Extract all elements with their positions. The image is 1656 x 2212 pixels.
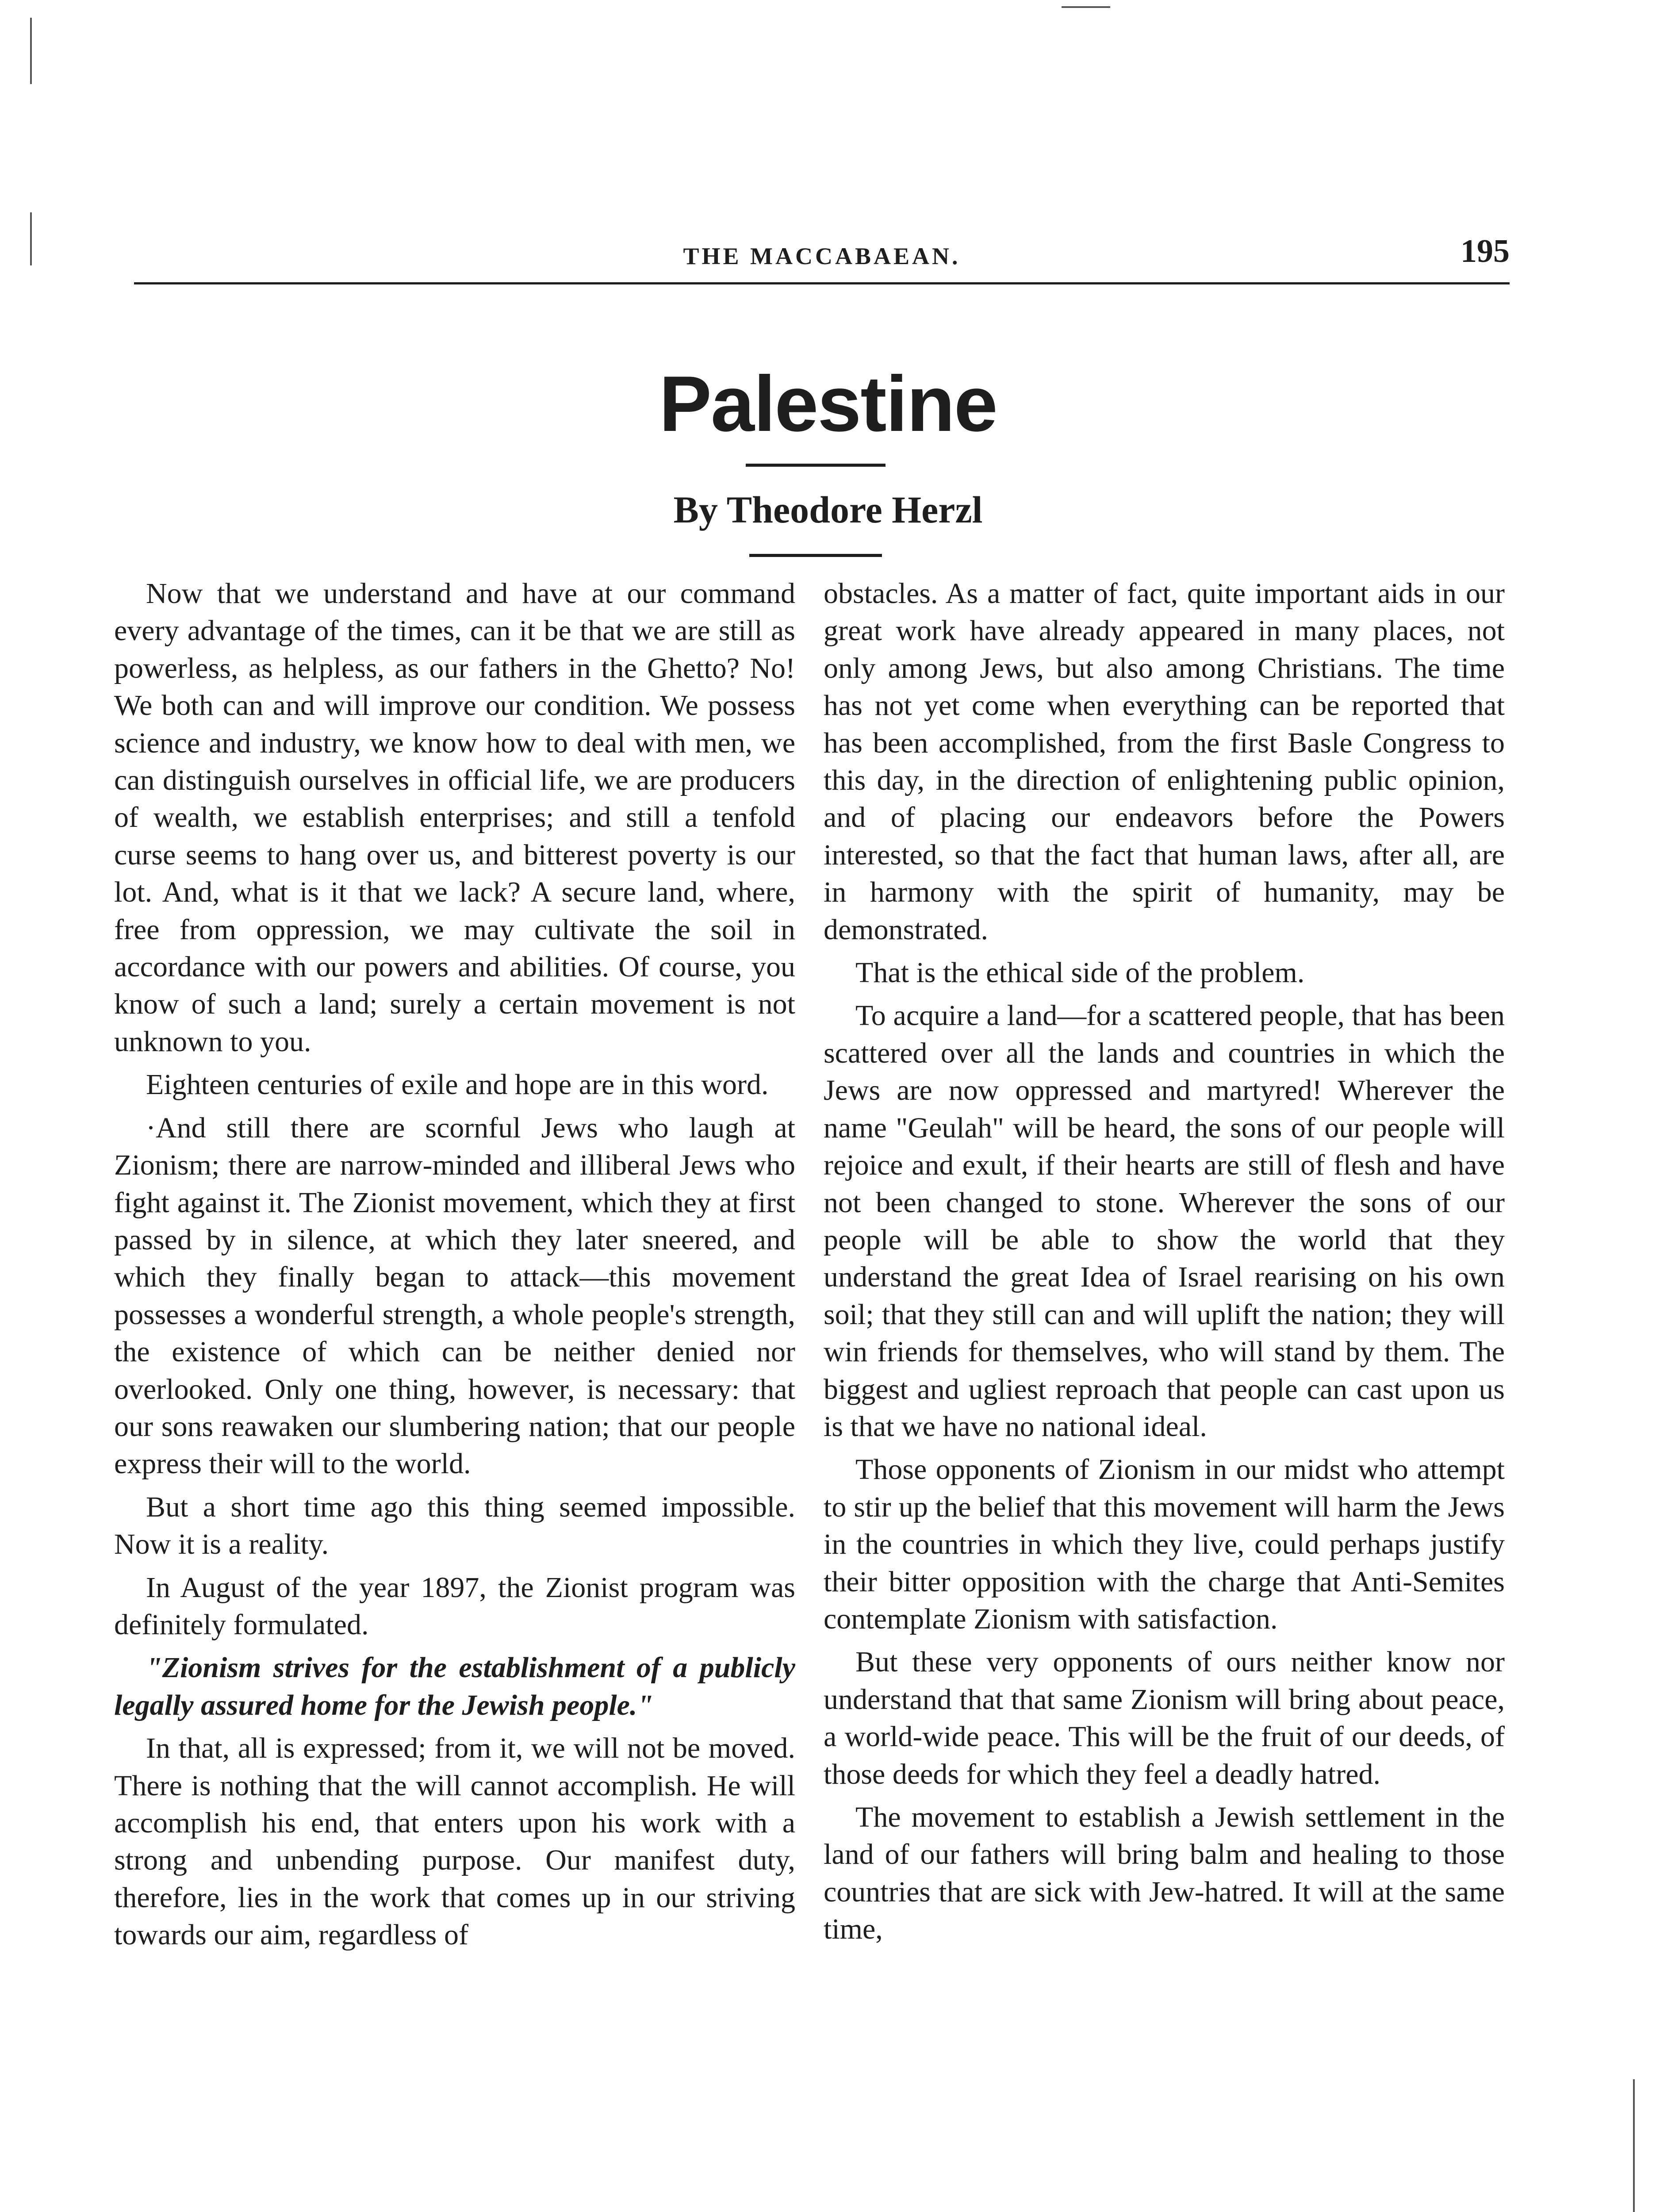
quoted-program: "Zionism strives for the establishment of a publicly legally assured home for the Jewish people." <box>114 1651 795 1721</box>
scan-edge-mark-left-lower <box>30 212 32 265</box>
header-rule <box>134 282 1510 284</box>
scan-edge-mark-top <box>1062 6 1110 8</box>
paragraph: In August of the year 1897, the Zionist program was definitely formulated. <box>114 1571 795 1641</box>
paragraph: Now that we understand and have at our command every advantage of the times, can it be that we are still as powerless, as helpless, as our fathers in the Ghetto? No! We both can and will improve our condition. We possess science and industry, we know how to deal with men, we can distinguish ourselves in official life, we are producers of wealth, we establish enterprises; and still a tenfold curse seems to hang over us, and bitterest poverty is our lot. And, what is it that we lack? A secure land, where, free from oppression, we may cultivate the soil in accordance with our powers and abilities. Of course, you know of such a land; surely a certain movement is not unknown to you. <box>114 577 795 1058</box>
paragraph: That is the ethical side of the problem. <box>855 956 1305 989</box>
paragraph: But these very opponents of ours neither know nor understand that that same Zionism will bring about peace, a world-wide peace. This will be the fruit of our deeds, of those deeds for which they feel a deadly hatred. <box>824 1646 1505 1790</box>
running-head-title: THE MACCABAEAN. <box>683 243 961 269</box>
paragraph: Eighteen centuries of exile and hope are in this word. <box>146 1068 769 1101</box>
paragraph-continued: obstacles. As a matter of fact, quite important aids in our great work have already appeared in many places, not only among Jews, but also among Christians. The time has not yet come when everything can be reported that has been accomplished, from the first Basle Congress to this day, in the direction of enlightening public opinion, and of placing our endeavors before the Powers interested, so that the fact that human laws, after all, are in harmony with the spirit of humanity, may be demonstrated. <box>824 577 1505 946</box>
right-column <box>824 575 1505 2212</box>
paragraph: ·And still there are scornful Jews who laugh at Zionism; there are narrow-minded and illiberal Jews who fight against it. The Zionist movement, which they at first passed by in silence, at which they later sneered, and which they finally began to attack—this movement possesses a wonderful strength, a whole people's strength, the existence of which can be neither denied nor overlooked. Only one thing, however, is necessary: that our sons reawaken our slumbering nation; that our people express their will to the world. <box>114 1111 795 1480</box>
paragraph: Those opponents of Zionism in our midst who attempt to stir up the belief that this movement will harm the Jews in the countries in which they live, could perhaps justify their bitter opposition with the charge that Anti-Semites contemplate Zionism with satisfaction. <box>824 1453 1505 1635</box>
scan-edge-mark-right <box>1633 2079 1635 2212</box>
running-header <box>134 233 1510 287</box>
article-title: Palestine <box>659 360 997 448</box>
title-rule <box>746 464 886 467</box>
scan-edge-mark-left <box>30 18 32 84</box>
paragraph: In that, all is expressed; from it, we will not be moved. There is nothing that the will cannot accomplish. He will accomplish his end, that enters upon his work with a strong and unbending purpose. Our manifest duty, therefore, lies in the work that comes up in our striving towards our aim, regardless of <box>114 1732 795 1951</box>
page-number: 195 <box>1460 233 1510 269</box>
paragraph: But a short time ago this thing seemed impossible. Now it is a reality. <box>114 1490 795 1561</box>
article-byline: By Theodore Herzl <box>673 488 983 531</box>
byline-rule <box>749 554 882 557</box>
left-column <box>114 575 795 2212</box>
paragraph: To acquire a land—for a scattered people, that has been scattered over all the lands and countries in which the Jews are now oppressed and martyred! Wherever the name "Geulah" will be heard, the sons of our people will rejoice and exult, if their hearts are still of flesh and have not been changed to stone. Wherever the sons of our people will be able to show the world that they understand the great Idea of Israel rearising on his own soil; that they still can and will uplift the nation; they will win friends for themselves, who will stand by them. The biggest and ugliest reproach that people can cast upon us is that we have no national ideal. <box>824 999 1505 1443</box>
paragraph: The movement to establish a Jewish settlement in the land of our fathers will bring balm and healing to those countries that are sick with Jew-hatred. It will at the same time, <box>824 1801 1505 1946</box>
